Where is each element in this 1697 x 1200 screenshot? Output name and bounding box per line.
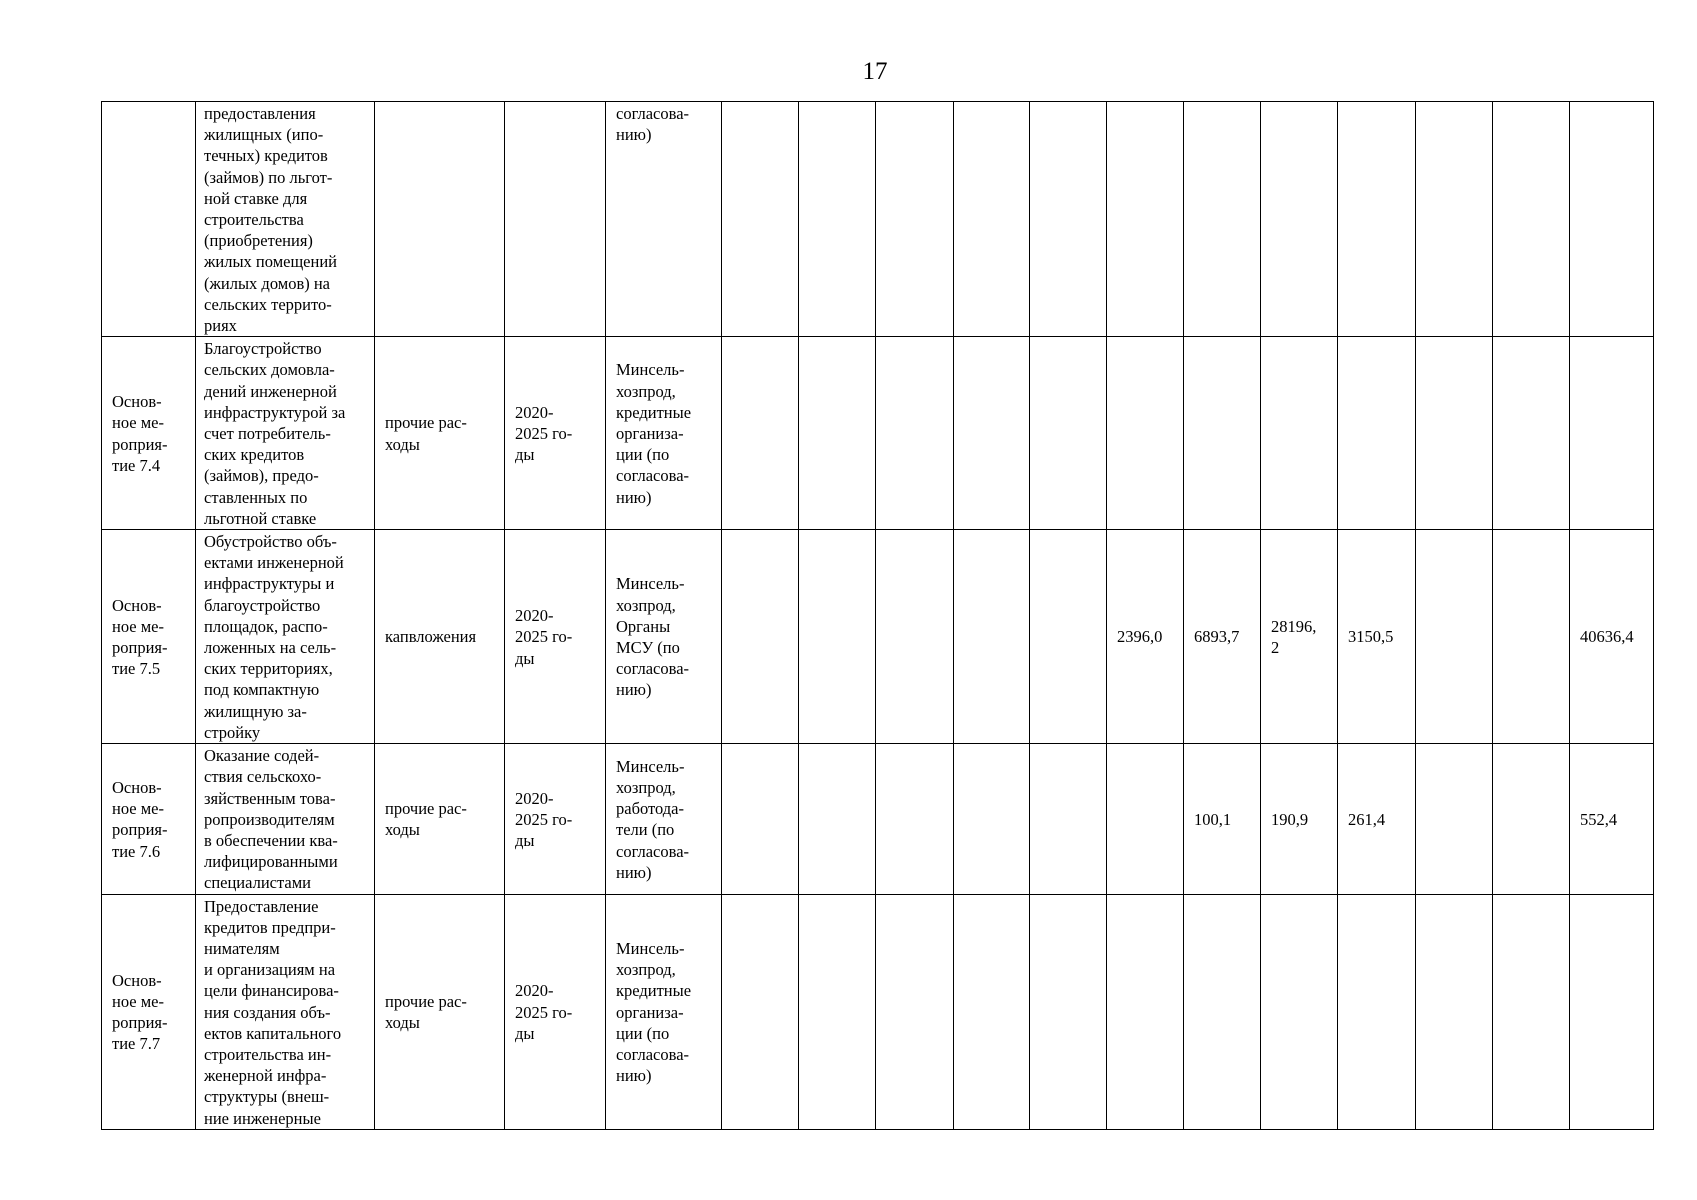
- value-cell: [1107, 744, 1184, 894]
- period-cell: 2020- 2025 го- ды: [505, 530, 606, 744]
- table-row: [102, 894, 1654, 1129]
- value-cell: [799, 337, 876, 530]
- description-cell: Предоставление кредитов предпри- нимателям и организациям на цели финансирова- ния создания объ- ектов капитального строительства ин- женерной инфра- структуры (внеш- ние инженерные: [196, 894, 375, 1129]
- source-cell: прочие рас- ходы: [375, 894, 505, 1129]
- value-cell: 261,4: [1338, 744, 1416, 894]
- value-cell: [954, 530, 1030, 744]
- value-cell: [722, 337, 799, 530]
- period-cell: 2020- 2025 го- ды: [505, 337, 606, 530]
- value-cell: [722, 744, 799, 894]
- source-cell: прочие рас- ходы: [375, 337, 505, 530]
- table-row: [102, 744, 1654, 894]
- value-cell: [1107, 337, 1184, 530]
- table-row: [102, 530, 1654, 744]
- value-cell: [1493, 894, 1570, 1129]
- value-cell: 2396,0: [1107, 530, 1184, 744]
- description-cell: предоставления жилищных (ипо- течных) кредитов (займов) по льгот- ной ставке для строительства (приобретения) жилых помещений (жилых домов) на сельских террито- риях: [196, 102, 375, 337]
- value-cell: [799, 744, 876, 894]
- event-cell: Основ- ное ме- роприя- тие 7.5: [102, 530, 196, 744]
- period-cell: [505, 102, 606, 337]
- value-cell: [954, 894, 1030, 1129]
- page-number: 17: [862, 58, 888, 85]
- value-cell: [876, 337, 954, 530]
- period-cell: 2020- 2025 го- ды: [505, 894, 606, 1129]
- value-cell: [1184, 102, 1261, 337]
- value-cell: [1107, 894, 1184, 1129]
- value-cell: [799, 530, 876, 744]
- value-cell: 40636,4: [1570, 530, 1654, 744]
- value-cell: [876, 530, 954, 744]
- value-cell: 28196, 2: [1261, 530, 1338, 744]
- value-cell: [1261, 102, 1338, 337]
- value-cell: [876, 744, 954, 894]
- value-cell: [722, 530, 799, 744]
- value-cell: [1416, 744, 1493, 894]
- value-cell: [954, 744, 1030, 894]
- value-cell: [1338, 894, 1416, 1129]
- value-cell: [1493, 102, 1570, 337]
- value-cell: [1570, 894, 1654, 1129]
- value-cell: [1416, 530, 1493, 744]
- value-cell: [954, 102, 1030, 337]
- description-cell: Обустройство объ- ектами инженерной инфраструктуры и благоустройство площадок, распо- ложенных на сель- ских территориях, под компактную жилищную за- стройку: [196, 530, 375, 744]
- value-cell: 100,1: [1184, 744, 1261, 894]
- description-cell: Благоустройство сельских домовла- дений инженерной инфраструктурой за счет потребитель- ских кредитов (займов), предо- ставленных по льготной ставке: [196, 337, 375, 530]
- value-cell: 3150,5: [1338, 530, 1416, 744]
- source-cell: прочие рас- ходы: [375, 744, 505, 894]
- executor-cell: Минсель- хозпрод, кредитные организа- ции (по согласова- нию): [606, 894, 722, 1129]
- executor-cell: Минсель- хозпрод, работода- тели (по согласова- нию): [606, 744, 722, 894]
- period-cell: 2020- 2025 го- ды: [505, 744, 606, 894]
- value-cell: [1416, 102, 1493, 337]
- value-cell: [1493, 530, 1570, 744]
- value-cell: [1493, 744, 1570, 894]
- event-cell: [102, 102, 196, 337]
- value-cell: [1030, 530, 1107, 744]
- program-table: [101, 101, 1654, 1130]
- value-cell: [1493, 337, 1570, 530]
- value-cell: 6893,7: [1184, 530, 1261, 744]
- value-cell: [1030, 337, 1107, 530]
- value-cell: [876, 894, 954, 1129]
- value-cell: [1416, 337, 1493, 530]
- value-cell: 552,4: [1570, 744, 1654, 894]
- value-cell: [1261, 894, 1338, 1129]
- value-cell: [954, 337, 1030, 530]
- value-cell: [1184, 337, 1261, 530]
- event-cell: Основ- ное ме- роприя- тие 7.6: [102, 744, 196, 894]
- value-cell: [1338, 337, 1416, 530]
- value-cell: [1570, 102, 1654, 337]
- value-cell: [1030, 102, 1107, 337]
- value-cell: [1030, 894, 1107, 1129]
- executor-cell: согласова- нию): [606, 102, 722, 337]
- value-cell: [1030, 744, 1107, 894]
- table-row: [102, 337, 1654, 530]
- value-cell: 190,9: [1261, 744, 1338, 894]
- value-cell: [1107, 102, 1184, 337]
- value-cell: [1416, 894, 1493, 1129]
- source-cell: капвложения: [375, 530, 505, 744]
- executor-cell: Минсель- хозпрод, кредитные организа- ции (по согласова- нию): [606, 337, 722, 530]
- event-cell: Основ- ное ме- роприя- тие 7.4: [102, 337, 196, 530]
- value-cell: [876, 102, 954, 337]
- table-row: [102, 102, 1654, 337]
- event-cell: Основ- ное ме- роприя- тие 7.7: [102, 894, 196, 1129]
- source-cell: [375, 102, 505, 337]
- executor-cell: Минсель- хозпрод, Органы МСУ (по согласова- нию): [606, 530, 722, 744]
- value-cell: [1338, 102, 1416, 337]
- description-cell: Оказание содей- ствия сельскохо- зяйственным това- ропроизводителям в обеспечении ква- лифицированными специалистами: [196, 744, 375, 894]
- value-cell: [799, 102, 876, 337]
- value-cell: [722, 894, 799, 1129]
- value-cell: [1184, 894, 1261, 1129]
- value-cell: [1570, 337, 1654, 530]
- value-cell: [1261, 337, 1338, 530]
- value-cell: [799, 894, 876, 1129]
- value-cell: [722, 102, 799, 337]
